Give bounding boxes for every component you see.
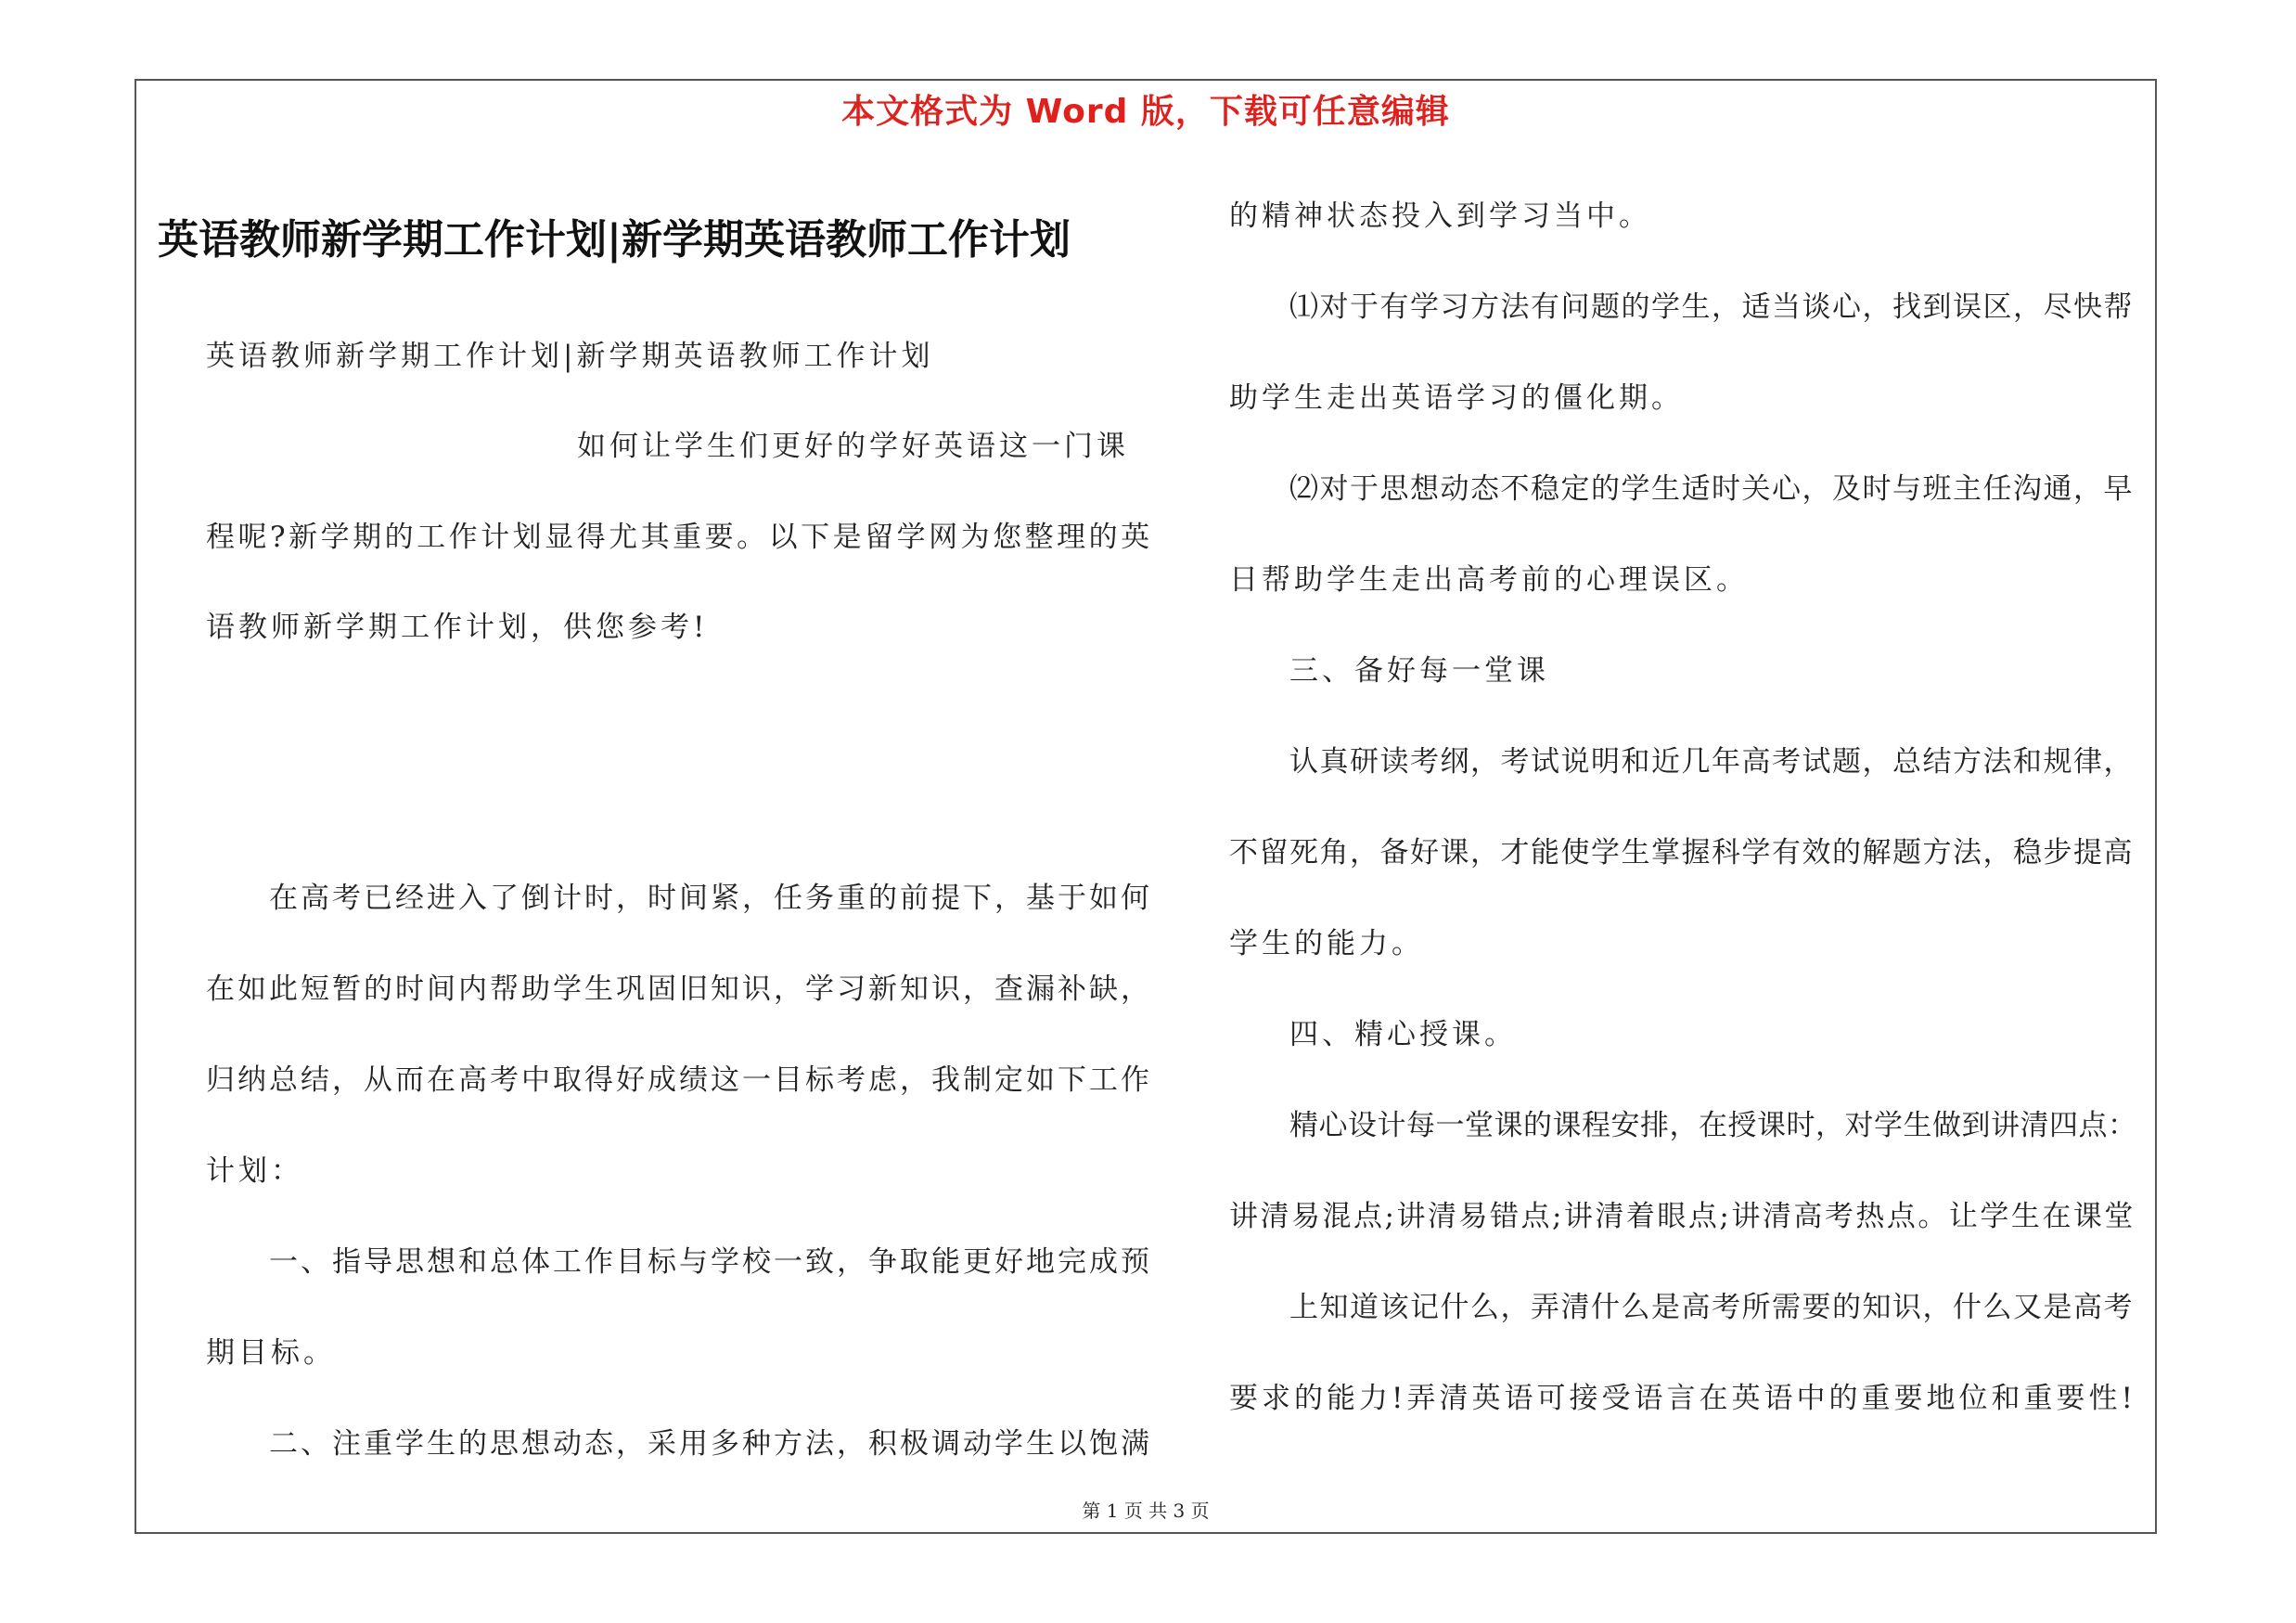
page-number-footer: 第 1 页 共 3 页 [1082,1500,1210,1522]
right-line-4: ⑵对于思想动态不稳定的学生适时关心，及时与班主任沟通，早 [1289,472,2134,506]
left-line-3: 程呢?新学期的工作计划显得尤其重要。以下是留学网为您整理的英 [206,521,1153,554]
right-line-11: 精心设计每一堂课的课程安排，在授课时，对学生做到讲清四点： [1289,1109,2137,1142]
right-line-6: 三、备好每一堂课 [1289,654,1549,688]
right-line-13: 上知道该记什么，弄清什么是高考所需要的知识，什么又是高考 [1289,1291,2134,1324]
document-title: 英语教师新学期工作计划|新学期英语教师工作计划 [158,216,1071,264]
right-line-5: 日帮助学生走出高考前的心理误区。 [1229,563,1749,597]
right-line-12: 讲清易混点;讲清易错点;讲清着眼点;讲清高考热点。让学生在课堂 [1229,1200,2136,1233]
right-line-14: 要求的能力!弄清英语可接受语言在英语中的重要地位和重要性! [1229,1382,2136,1415]
right-line-7: 认真研读考纲，考试说明和近几年高考试题，总结方法和规律， [1289,745,2134,779]
right-line-2: ⑴对于有学习方法有问题的学生，适当谈心，找到误区，尽快帮 [1289,290,2134,324]
left-line-6: 在如此短暂的时间内帮助学生巩固旧知识，学习新知识，查漏补缺， [206,973,1152,1006]
left-line-2: 如何让学生们更好的学好英语这一门课 [577,430,1129,463]
left-line-10: 期目标。 [206,1336,336,1370]
left-line-8: 计划： [206,1154,303,1188]
left-line-4: 语教师新学期工作计划，供您参考! [206,611,709,644]
format-banner: 本文格式为 Word 版，下载可任意编辑 [841,93,1450,131]
left-line-1: 英语教师新学期工作计划|新学期英语教师工作计划 [206,340,934,373]
right-line-1: 的精神状态投入到学习当中。 [1229,200,1651,233]
right-line-3: 助学生走出英语学习的僵化期。 [1229,381,1684,415]
left-line-9: 一、指导思想和总体工作目标与学校一致，争取能更好地完成预 [269,1245,1152,1279]
right-line-9: 学生的能力。 [1229,927,1424,960]
right-line-8: 不留死角，备好课，才能使学生掌握科学有效的解题方法，稳步提高 [1229,836,2134,869]
right-line-10: 四、精心授课。 [1289,1018,1517,1051]
left-line-11: 二、注重学生的思想动态，采用多种方法，积极调动学生以饱满 [269,1427,1152,1461]
left-line-7: 归纳总结，从而在高考中取得好成绩这一目标考虑，我制定如下工作 [206,1063,1152,1097]
left-line-5: 在高考已经进入了倒计时，时间紧，任务重的前提下，基于如何 [269,882,1152,915]
